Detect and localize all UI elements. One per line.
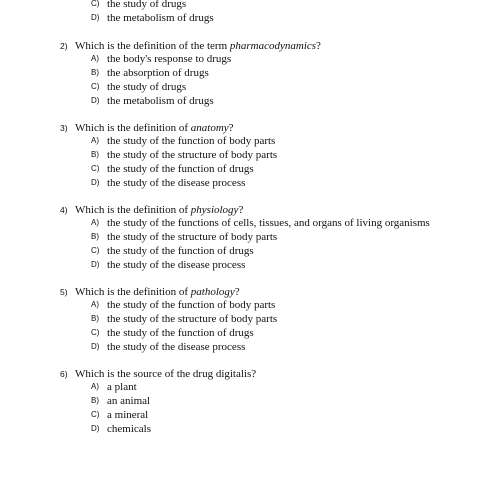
option-text: the metabolism of drugs — [107, 95, 214, 107]
option-letter: B) — [91, 232, 99, 241]
option-letter: B) — [91, 314, 99, 323]
question-suffix: ? — [234, 286, 240, 298]
option-a — [0, 298, 500, 312]
option-text: chemicals — [107, 423, 151, 435]
option-letter: C) — [91, 164, 100, 173]
question-prompt — [0, 39, 500, 53]
option-letter: D) — [91, 342, 100, 351]
option-letter: C) — [91, 328, 100, 337]
option-text: the study of drugs — [107, 81, 187, 93]
option-b — [0, 230, 500, 244]
question-prompt — [0, 121, 500, 135]
option-letter: A) — [91, 218, 99, 227]
option-text: the study of the disease process — [107, 341, 246, 353]
option-d — [0, 340, 500, 354]
option-text: a mineral — [107, 409, 149, 421]
question-number: 6) — [60, 369, 68, 379]
option-text: the body's response to drugs — [107, 53, 232, 65]
option-d — [0, 176, 500, 190]
option-letter: D) — [91, 96, 100, 105]
question-text — [75, 367, 256, 381]
option-b — [0, 394, 500, 408]
question-prompt — [0, 285, 500, 299]
option-b — [0, 148, 500, 162]
question-prompt — [0, 203, 500, 217]
option-letter: C) — [91, 0, 100, 8]
option-letter: C) — [91, 82, 100, 91]
option-a — [0, 380, 500, 394]
option-letter: D) — [91, 260, 100, 269]
option-text: the study of the functions of cells, tissues, and organs of living organisms — [107, 217, 430, 229]
question-prefix: Which is the definition of the term — [75, 40, 230, 52]
option-d — [0, 94, 500, 108]
option-c — [0, 326, 500, 340]
option-letter: A) — [91, 300, 99, 309]
question-prefix: Which is the source of the drug digitalis? — [75, 368, 257, 380]
question-prefix: Which is the definition of — [75, 204, 191, 216]
question-number: 2) — [60, 41, 68, 51]
option-letter: D) — [91, 424, 100, 433]
option-text: the study of the structure of body parts — [107, 313, 278, 325]
option-letter: B) — [91, 396, 99, 405]
option-text: the study of the function of drugs — [107, 163, 254, 175]
option-text: the study of the function of body parts — [107, 135, 276, 147]
question-text — [75, 285, 240, 299]
question-term: anatomy — [190, 122, 229, 134]
option-letter: A) — [91, 54, 99, 63]
question-number: 3) — [60, 123, 68, 133]
option-b — [0, 312, 500, 326]
option-c — [0, 408, 500, 422]
question-number: 5) — [60, 287, 68, 297]
option-c — [0, 162, 500, 176]
option-d — [0, 258, 500, 272]
option-a — [0, 52, 500, 66]
question-suffix: ? — [316, 40, 321, 52]
question-text — [75, 203, 243, 217]
option-text: the study of the function of body parts — [107, 299, 276, 311]
option-text: the study of the function of drugs — [107, 327, 254, 339]
question-text — [75, 39, 321, 53]
option-c — [0, 244, 500, 258]
question-text — [75, 121, 234, 135]
option-text: the study of the disease process — [107, 259, 246, 271]
option-text: an animal — [107, 395, 151, 407]
option-text: the study of the structure of body parts — [107, 231, 278, 243]
option-text: the study of the structure of body parts — [107, 149, 278, 161]
option-letter: A) — [91, 136, 99, 145]
option-letter: D) — [91, 178, 100, 187]
option-a — [0, 134, 500, 148]
option-c — [0, 0, 500, 11]
question-term: pathology — [190, 286, 235, 298]
option-text: the absorption of drugs — [107, 67, 209, 79]
question-suffix: ? — [238, 204, 244, 216]
option-letter: B) — [91, 68, 99, 77]
option-b — [0, 66, 500, 80]
option-text: the study of the function of drugs — [107, 245, 254, 257]
option-text: the metabolism of drugs — [107, 12, 214, 24]
option-letter: B) — [91, 150, 99, 159]
option-letter: A) — [91, 382, 99, 391]
question-suffix: ? — [228, 122, 234, 134]
option-text: the study of the disease process — [107, 177, 246, 189]
question-prompt — [0, 367, 500, 381]
option-c — [0, 80, 500, 94]
option-text: the study of drugs — [107, 0, 187, 10]
option-d — [0, 11, 500, 25]
option-letter: D) — [91, 13, 100, 22]
option-a — [0, 216, 500, 230]
option-letter: C) — [91, 410, 100, 419]
question-number: 4) — [60, 205, 68, 215]
question-term: physiology — [190, 204, 239, 216]
option-letter: C) — [91, 246, 100, 255]
question-prefix: Which is the definition of — [75, 122, 191, 134]
question-prefix: Which is the definition of — [75, 286, 191, 298]
question-term: pharmacodynamics — [229, 40, 317, 52]
option-d — [0, 422, 500, 436]
option-text: a plant — [107, 381, 137, 393]
